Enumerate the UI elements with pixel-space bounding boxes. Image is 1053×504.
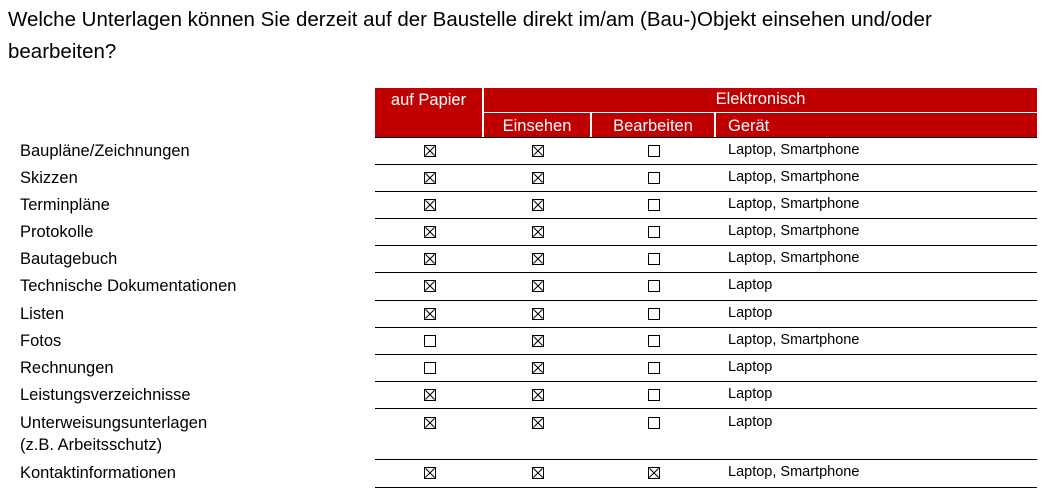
- view-checkbox[interactable]: [532, 280, 544, 292]
- row-divider: [375, 272, 1037, 273]
- device-text: Laptop, Smartphone: [728, 464, 860, 480]
- paper-checkbox[interactable]: [424, 362, 436, 374]
- view-checkbox[interactable]: [532, 389, 544, 401]
- header-device-label: Gerät: [728, 117, 770, 135]
- paper-checkbox[interactable]: [424, 145, 436, 157]
- view-checkbox[interactable]: [532, 362, 544, 374]
- edit-checkbox[interactable]: [648, 253, 660, 265]
- edit-checkbox[interactable]: [648, 226, 660, 238]
- row-divider: [375, 164, 1037, 165]
- row-label: Rechnungen: [20, 359, 114, 377]
- device-text: Laptop, Smartphone: [728, 332, 860, 348]
- paper-checkbox[interactable]: [424, 467, 436, 479]
- view-checkbox[interactable]: [532, 417, 544, 429]
- row-divider: [375, 487, 1037, 488]
- row-label: Skizzen: [20, 169, 78, 187]
- header-edit: [592, 113, 714, 137]
- header-electronic-label: Elektronisch: [715, 90, 806, 108]
- row-label: Technische Dokumentationen: [20, 277, 237, 295]
- row-label: Fotos: [20, 332, 62, 350]
- row-divider: [375, 354, 1037, 355]
- row-divider: [375, 408, 1037, 409]
- device-text: Laptop: [728, 414, 773, 430]
- row-divider: [375, 300, 1037, 301]
- row-divider: [375, 218, 1037, 219]
- edit-checkbox[interactable]: [648, 335, 660, 347]
- row-label: Unterweisungsunterlagen (z.B. Arbeitsschutz): [20, 414, 208, 454]
- view-checkbox[interactable]: [532, 199, 544, 211]
- device-text: Laptop, Smartphone: [728, 142, 860, 158]
- header-device: [716, 113, 1037, 137]
- paper-checkbox[interactable]: [424, 389, 436, 401]
- device-text: Laptop, Smartphone: [728, 196, 860, 212]
- header-view: [484, 113, 590, 137]
- device-text: Laptop: [728, 305, 773, 321]
- edit-checkbox[interactable]: [648, 145, 660, 157]
- edit-checkbox[interactable]: [648, 308, 660, 320]
- view-checkbox[interactable]: [532, 467, 544, 479]
- row-label: Baupläne/Zeichnungen: [20, 142, 190, 160]
- edit-checkbox[interactable]: [648, 362, 660, 374]
- paper-checkbox[interactable]: [424, 199, 436, 211]
- edit-checkbox[interactable]: [648, 417, 660, 429]
- row-divider: [375, 191, 1037, 192]
- device-text: Laptop, Smartphone: [728, 223, 860, 239]
- paper-checkbox[interactable]: [424, 308, 436, 320]
- question-text: Welche Unterlagen können Sie derzeit auf der Baustelle direkt im/am (Bau-)Objekt einsehen und/oder bearbeiten?: [8, 8, 932, 63]
- row-label: Terminpläne: [20, 196, 110, 214]
- edit-checkbox[interactable]: [648, 199, 660, 211]
- view-checkbox[interactable]: [532, 226, 544, 238]
- row-label: Listen: [20, 305, 65, 323]
- row-label: Leistungsverzeichnisse: [20, 386, 191, 404]
- device-text: Laptop: [728, 277, 773, 293]
- paper-checkbox[interactable]: [424, 335, 436, 347]
- row-label: Protokolle: [20, 223, 94, 241]
- device-text: Laptop: [728, 359, 773, 375]
- device-text: Laptop, Smartphone: [728, 169, 860, 185]
- view-checkbox[interactable]: [532, 145, 544, 157]
- header-view-label: Einsehen: [502, 117, 572, 135]
- edit-checkbox[interactable]: [648, 280, 660, 292]
- row-label: Bautagebuch: [20, 250, 118, 268]
- paper-checkbox[interactable]: [424, 226, 436, 238]
- paper-checkbox[interactable]: [424, 172, 436, 184]
- view-checkbox[interactable]: [532, 172, 544, 184]
- paper-checkbox[interactable]: [424, 253, 436, 265]
- device-text: Laptop: [728, 386, 773, 402]
- header-paper-label: auf Papier: [390, 91, 467, 109]
- row-divider: [375, 459, 1037, 460]
- view-checkbox[interactable]: [532, 335, 544, 347]
- device-text: Laptop, Smartphone: [728, 250, 860, 266]
- row-label: Kontaktinformationen: [20, 464, 176, 482]
- edit-checkbox[interactable]: [648, 172, 660, 184]
- paper-checkbox[interactable]: [424, 280, 436, 292]
- header-edit-label: Bearbeiten: [613, 117, 693, 135]
- row-divider: [375, 245, 1037, 246]
- header-paper: [375, 88, 482, 137]
- paper-checkbox[interactable]: [424, 417, 436, 429]
- view-checkbox[interactable]: [532, 308, 544, 320]
- row-divider: [375, 381, 1037, 382]
- edit-checkbox[interactable]: [648, 389, 660, 401]
- view-checkbox[interactable]: [532, 253, 544, 265]
- row-divider: [375, 327, 1037, 328]
- header-electronic: [484, 88, 1037, 112]
- edit-checkbox[interactable]: [648, 467, 660, 479]
